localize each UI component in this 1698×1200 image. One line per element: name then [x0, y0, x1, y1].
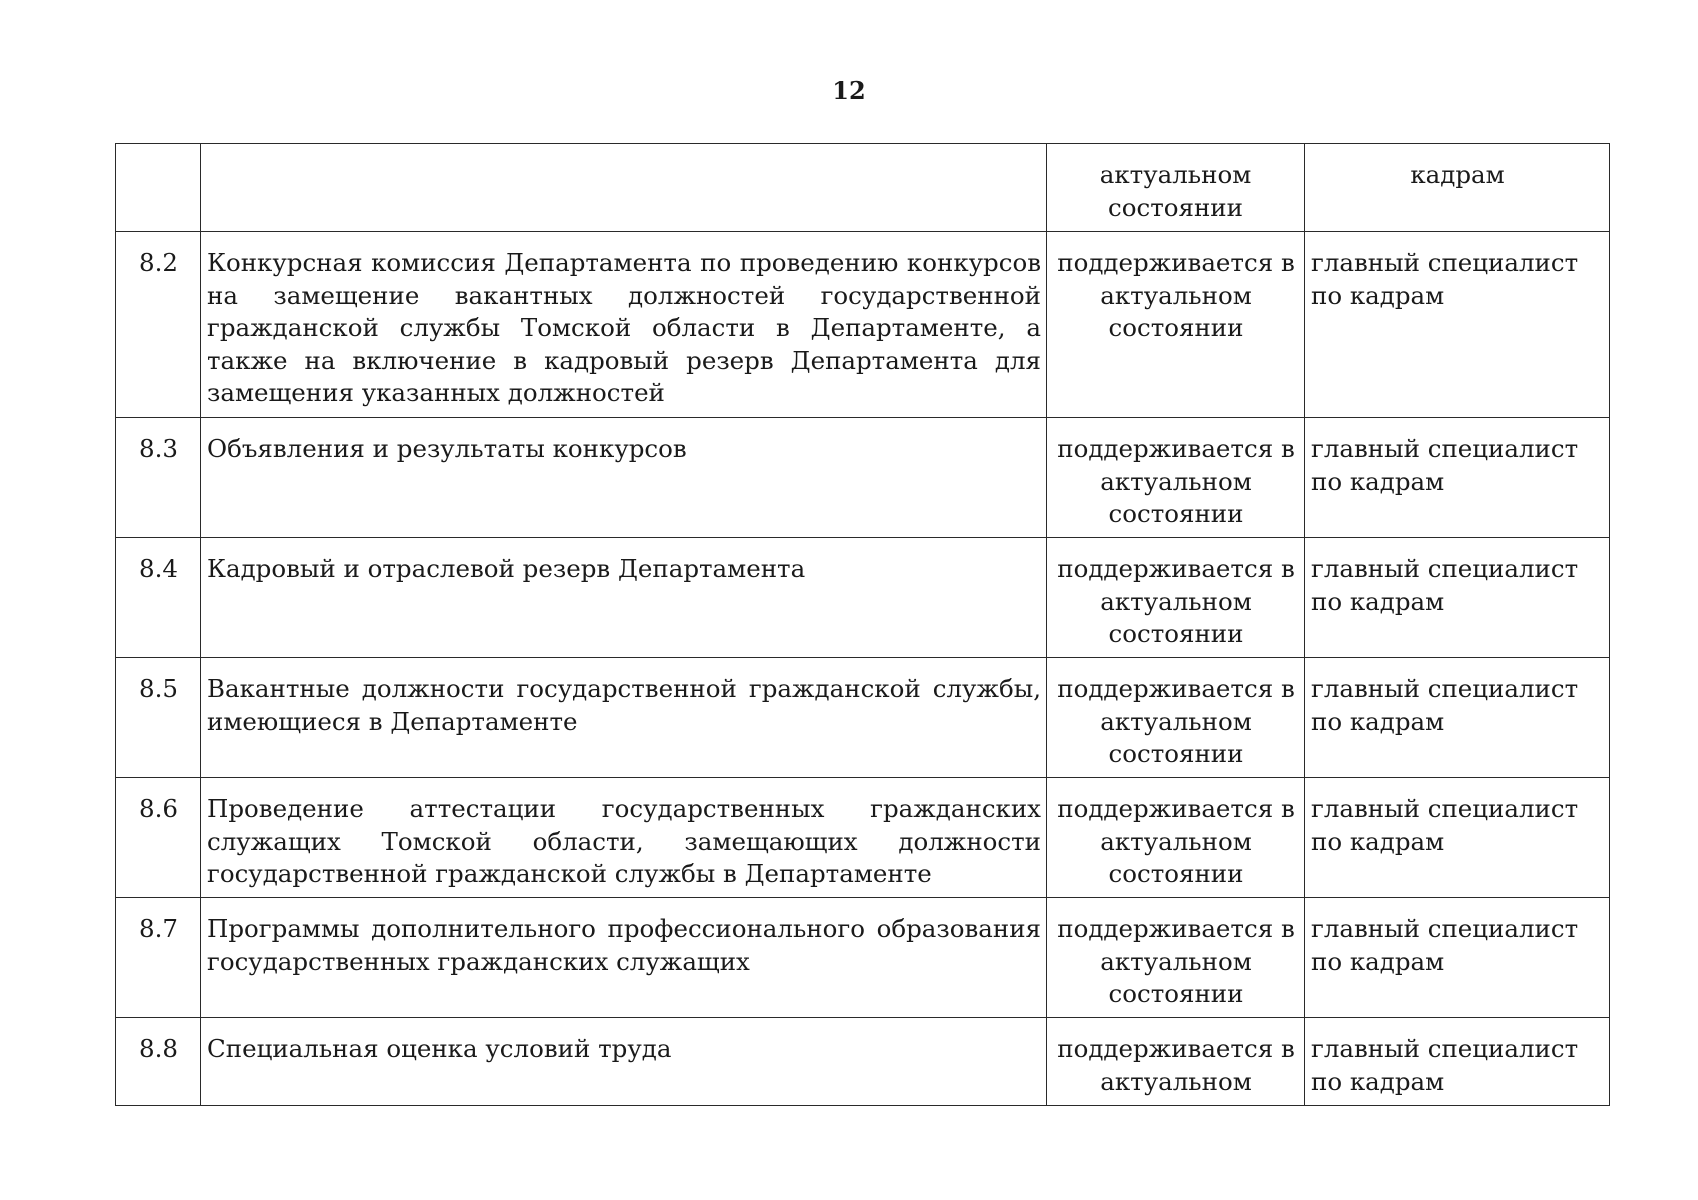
row-name: Вакантные должности государственной гражданской службы, имеющиеся в Департаменте	[201, 658, 1047, 778]
row-name: Проведение аттестации государственных гражданских служащих Томской области, замещающих должности государственной гражданской службы в Департаменте	[201, 778, 1047, 898]
document-table	[115, 143, 1610, 1106]
row-status: поддерживается в актуальном состоянии	[1047, 778, 1305, 898]
table-row	[116, 778, 1610, 898]
row-number: 8.4	[116, 538, 201, 658]
row-status: актуальном состоянии	[1047, 144, 1305, 232]
table-row	[116, 658, 1610, 778]
row-status: поддерживается в актуальном	[1047, 1018, 1305, 1106]
row-responsible: главный специалист по кадрам	[1305, 538, 1610, 658]
table-row	[116, 538, 1610, 658]
table-row	[116, 1018, 1610, 1106]
row-responsible: кадрам	[1305, 144, 1610, 232]
row-status: поддерживается в актуальном состоянии	[1047, 538, 1305, 658]
row-status: поддерживается в актуальном состоянии	[1047, 418, 1305, 538]
row-number: 8.5	[116, 658, 201, 778]
row-number: 8.2	[116, 232, 201, 418]
row-name: Объявления и результаты конкурсов	[201, 418, 1047, 538]
table-row	[116, 898, 1610, 1018]
row-status: поддерживается в актуальном состоянии	[1047, 898, 1305, 1018]
row-name: Программы дополнительного профессионального образования государственных гражданских служащих	[201, 898, 1047, 1018]
row-responsible: главный специалист по кадрам	[1305, 1018, 1610, 1106]
row-name: Специальная оценка условий труда	[201, 1018, 1047, 1106]
row-name: Конкурсная комиссия Департамента по проведению конкурсов на замещение вакантных должностей государственной гражданской службы Томской области в Департаменте, а также на включение в кадровый резерв Департамента для замещения указанных должностей	[201, 232, 1047, 418]
row-number: 8.3	[116, 418, 201, 538]
row-name	[201, 144, 1047, 232]
row-responsible: главный специалист по кадрам	[1305, 778, 1610, 898]
row-number: 8.7	[116, 898, 201, 1018]
row-status: поддерживается в актуальном состоянии	[1047, 658, 1305, 778]
table-row	[116, 418, 1610, 538]
row-responsible: главный специалист по кадрам	[1305, 898, 1610, 1018]
row-name: Кадровый и отраслевой резерв Департамента	[201, 538, 1047, 658]
table-row	[116, 232, 1610, 418]
page-number: 12	[832, 76, 866, 105]
row-number	[116, 144, 201, 232]
row-responsible: главный специалист по кадрам	[1305, 232, 1610, 418]
table-row-continuation	[116, 144, 1610, 232]
row-responsible: главный специалист по кадрам	[1305, 658, 1610, 778]
row-status: поддерживается в актуальном состоянии	[1047, 232, 1305, 418]
row-number: 8.8	[116, 1018, 201, 1106]
row-responsible: главный специалист по кадрам	[1305, 418, 1610, 538]
row-number: 8.6	[116, 778, 201, 898]
